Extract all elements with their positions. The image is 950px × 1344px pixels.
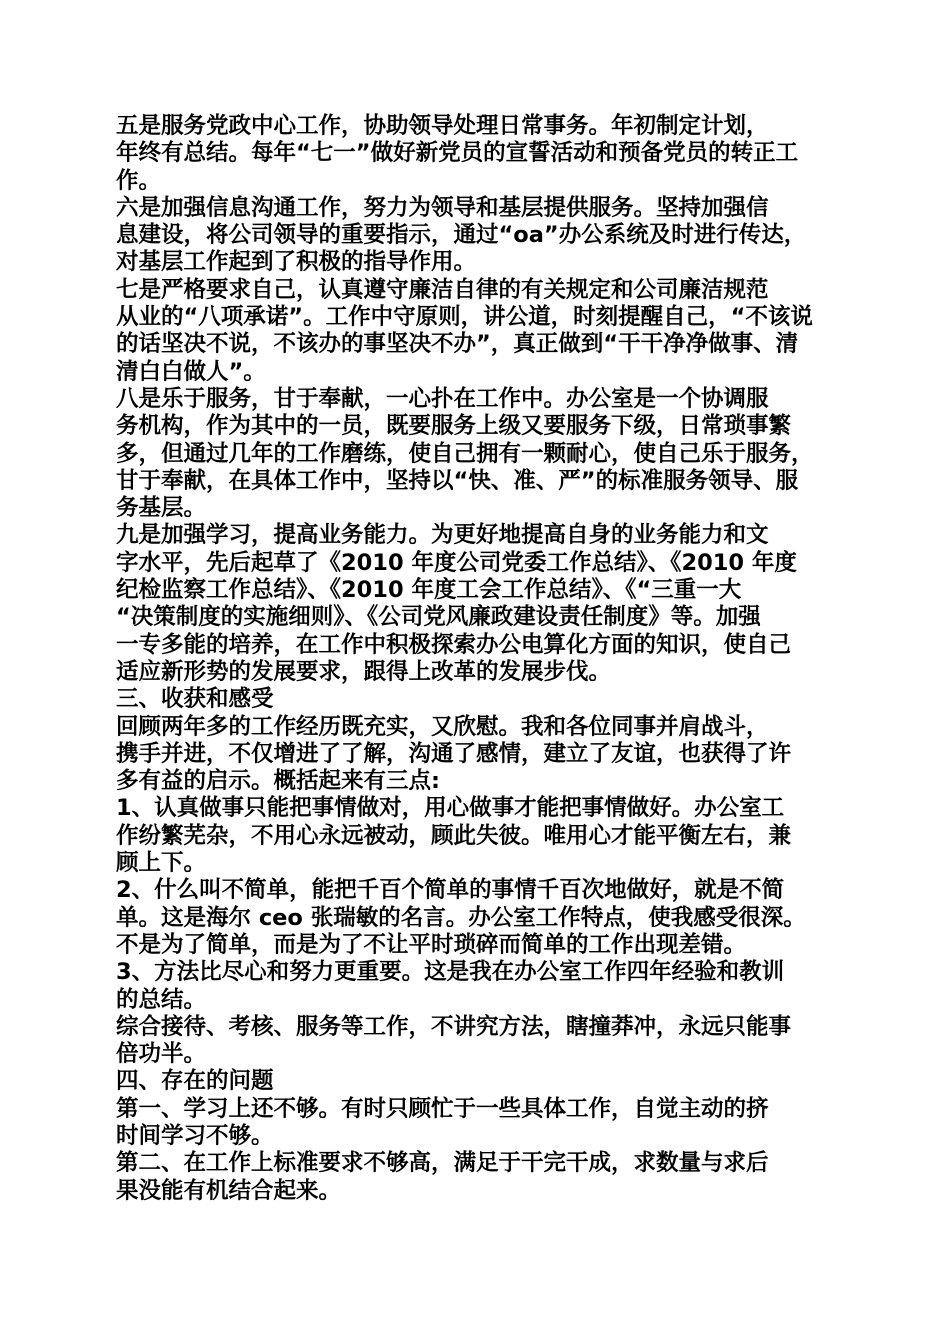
section-heading: 三、收获和感受	[116, 686, 274, 713]
text-line: 从业的“八项承诺”。工作中守原则，讲公道，时刻提醒自己，“不该说	[116, 304, 813, 331]
text-line: 务机构，作为其中的一员，既要服务上级又要服务下级，日常琐事繁	[116, 413, 792, 440]
section-heading: 四、存在的问题	[116, 1068, 274, 1095]
text-line: 不是为了简单，而是为了不让平时琐碎而简单的工作出现差错。	[116, 931, 747, 958]
text-line: 顾上下。	[116, 850, 207, 877]
text-line: 单。这是海尔 ceo 张瑞敏的名言。办公室工作特点，使我感受很深。	[116, 904, 806, 931]
text-line: “决策制度的实施细则》、《公司党风廉政建设责任制度》等。加强	[116, 604, 761, 631]
text-line: 字水平，先后起草了《2010 年度公司党委工作总结》、《2010 年度	[116, 549, 797, 576]
text-line: 八是乐于服务，甘于奉献，一心扑在工作中。办公室是一个协调服	[116, 385, 769, 412]
text-line: 七是严格要求自己，认真遵守廉洁自律的有关规定和公司廉洁规范	[116, 276, 769, 303]
text-line: 息建设，将公司领导的重要指示，通过“oa”办公系统及时进行传达，	[116, 222, 807, 249]
text-line: 一专多能的培养，在工作中积极探索办公电算化方面的知识，使自己	[116, 631, 792, 658]
text-line: 作。	[116, 167, 162, 194]
text-line: 适应新形势的发展要求，跟得上改革的发展步伐。	[116, 658, 612, 685]
text-line: 的总结。	[116, 986, 207, 1013]
text-line: 多有益的启示。概括起来有三点:	[116, 768, 440, 795]
text-line: 作纷繁芜杂，不用心永远被动，顾此失彼。唯用心才能平衡左右，兼	[116, 822, 792, 849]
text-line: 携手并进，不仅增进了了解，沟通了感情，建立了友谊，也获得了许	[116, 740, 792, 767]
text-line: 甘于奉献，在具体工作中，坚持以“快、准、严”的标准服务领导、服	[116, 467, 799, 494]
text-line: 务基层。	[116, 495, 207, 522]
text-line: 五是服务党政中心工作，协助领导处理日常事务。年初制定计划，	[116, 113, 769, 139]
text-line: 倍功半。	[116, 1041, 207, 1068]
text-line: 第一、学习上还不够。有时只顾忙于一些具体工作，自觉主动的挤	[116, 1095, 769, 1122]
text-line: 3、方法比尽心和努力更重要。这是我在办公室工作四年经验和教训	[116, 959, 785, 986]
text-line: 年终有总结。每年“七一”做好新党员的宣誓活动和预备党员的转正工	[116, 140, 799, 167]
text-line: 时间学习不够。	[116, 1122, 274, 1149]
text-line: 果没能有机结合起来。	[116, 1177, 342, 1204]
text-line: 的话坚决不说，不该办的事坚决不办”，真正做到“干干净净做事、清	[116, 331, 799, 358]
text-line: 2、什么叫不简单，能把千百个简单的事情千百次地做好，就是不简	[116, 877, 785, 904]
text-line: 综合接待、考核、服务等工作，不讲究方法，瞎撞莽冲，永远只能事	[116, 1013, 792, 1040]
text-line: 1、认真做事只能把事情做对，用心做事才能把事情做好。办公室工	[116, 795, 785, 822]
document-body	[116, 113, 848, 1205]
text-line: 回顾两年多的工作经历既充实，又欣慰。我和各位同事并肩战斗，	[116, 713, 769, 740]
text-line: 对基层工作起到了积极的指导作用。	[116, 249, 477, 276]
text-line: 清白白做人”。	[116, 358, 266, 385]
text-line: 六是加强信息沟通工作，努力为领导和基层提供服务。坚持加强信	[116, 194, 769, 221]
text-line: 多，但通过几年的工作磨练，使自己拥有一颗耐心，使自己乐于服务，	[116, 440, 814, 467]
text-line: 纪检监察工作总结》、《2010 年度工会工作总结》、《“三重一大	[116, 577, 742, 604]
text-line: 第二、在工作上标准要求不够高，满足于干完干成，求数量与求后	[116, 1150, 769, 1177]
text-line: 九是加强学习，提高业务能力。为更好地提高自身的业务能力和文	[116, 522, 769, 549]
